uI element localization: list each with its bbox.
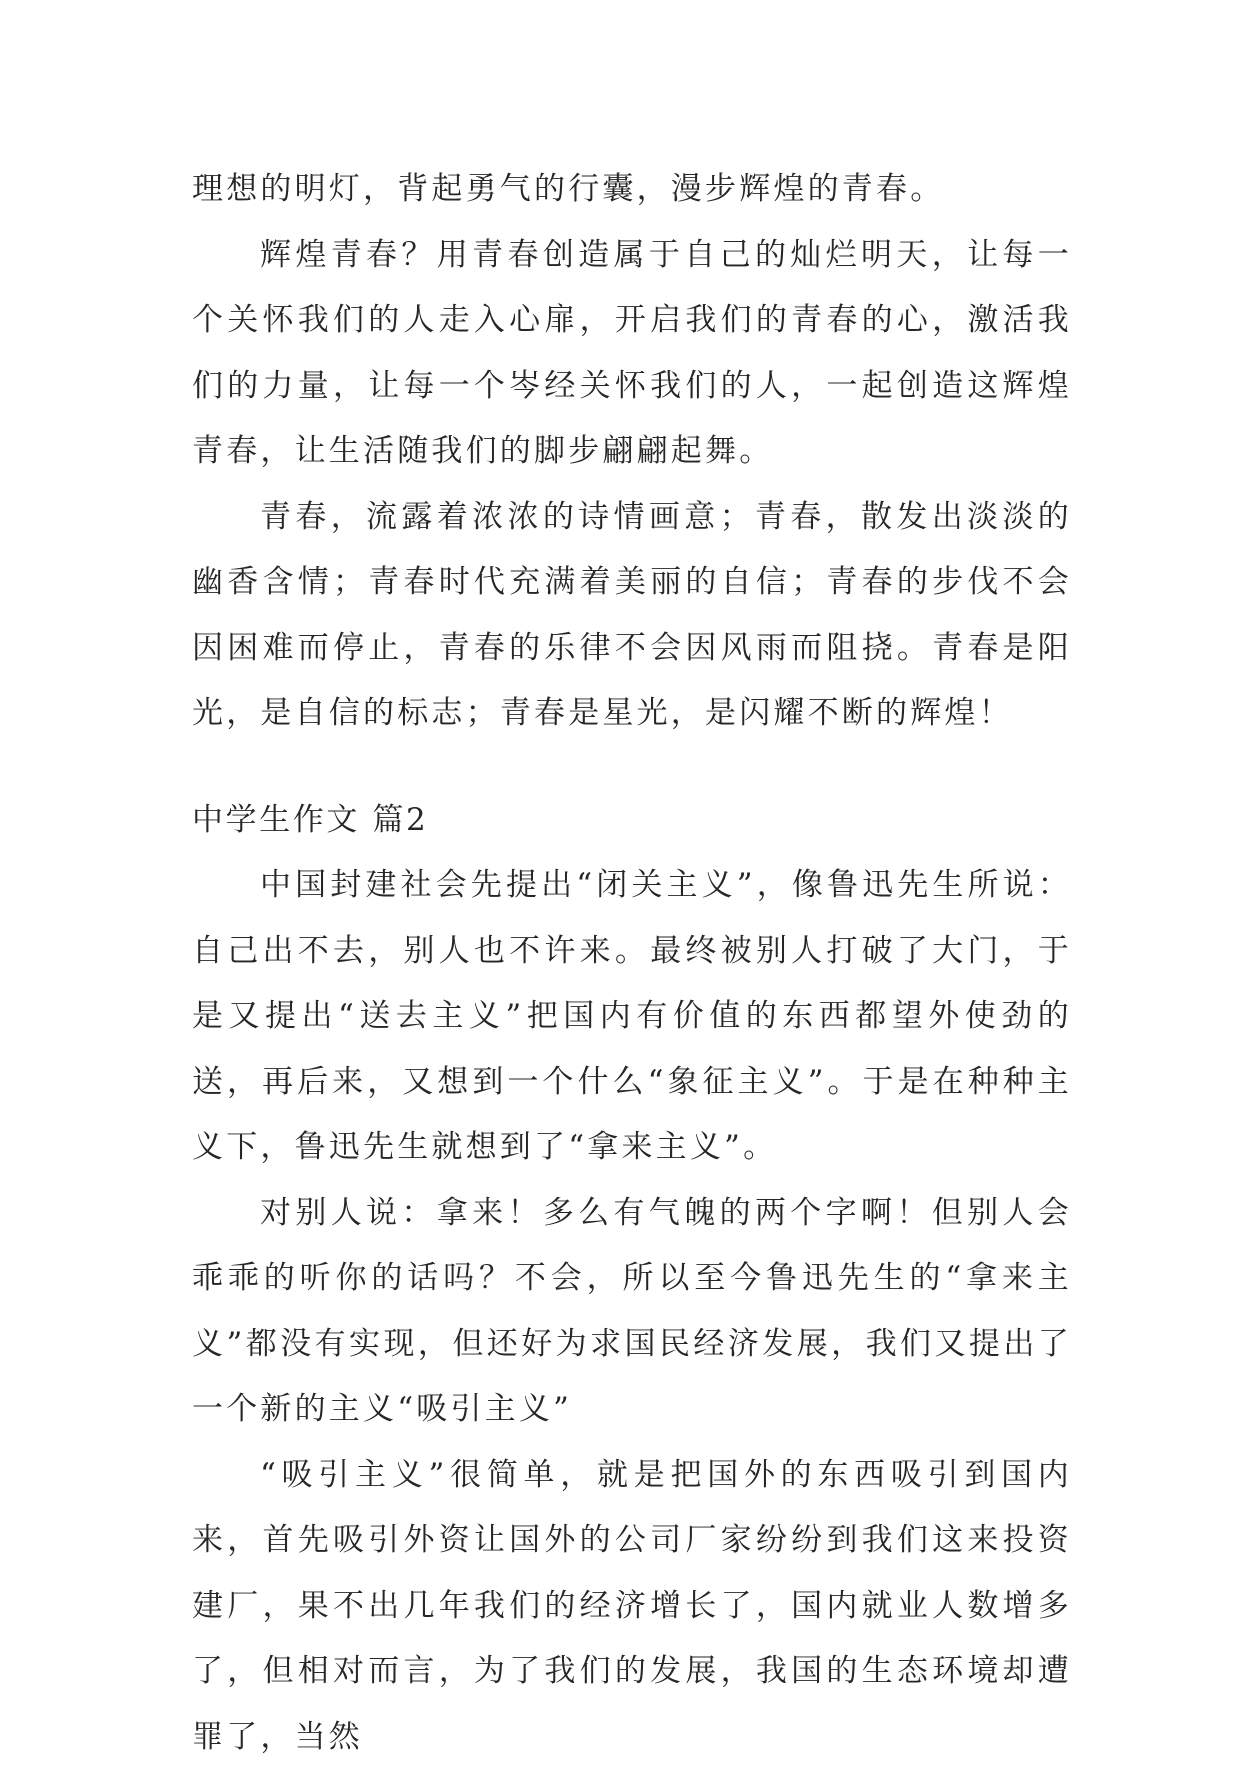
paragraph-1: 理想的明灯，背起勇气的行囊，漫步辉煌的青春。 xyxy=(192,157,1072,223)
paragraph-5: 对别人说：拿来！多么有气魄的两个字啊！但别人会乖乖的听你的话吗？不会，所以至今鲁迅先生的“拿来主义”都没有实现，但还好为求国民经济发展，我们又提出了一个新的主义“吸引主义” xyxy=(192,1181,1072,1443)
section-heading: 中学生作文 篇2 xyxy=(192,788,1072,854)
paragraph-3: 青春，流露着浓浓的诗情画意；青春，散发出淡淡的幽香含情；青春时代充满着美丽的自信；青春的步伐不会因困难而停止，青春的乐律不会因风雨而阻挠。青春是阳光，是自信的标志；青春是星光，是闪耀不断的辉煌！ xyxy=(192,485,1072,747)
paragraph-6: “吸引主义”很简单，就是把国外的东西吸引到国内来，首先吸引外资让国外的公司厂家纷纷到我们这来投资建厂，果不出几年我们的经济增长了，国内就业人数增多了，但相对而言，为了我们的发展，我国的生态环境却遭罪了，当然 xyxy=(192,1443,1072,1770)
document-body xyxy=(192,157,1072,1770)
paragraph-4: 中国封建社会先提出“闭关主义”，像鲁迅先生所说：自己出不去，别人也不许来。最终被别人打破了大门，于是又提出“送去主义”把国内有价值的东西都望外使劲的送，再后来，又想到一个什么“象征主义”。于是在种种主义下，鲁迅先生就想到了“拿来主义”。 xyxy=(192,853,1072,1181)
paragraph-2: 辉煌青春？用青春创造属于自己的灿烂明天，让每一个关怀我们的人走入心扉，开启我们的青春的心，激活我们的力量，让每一个岑经关怀我们的人，一起创造这辉煌青春，让生活随我们的脚步翩翩起舞。 xyxy=(192,223,1072,485)
